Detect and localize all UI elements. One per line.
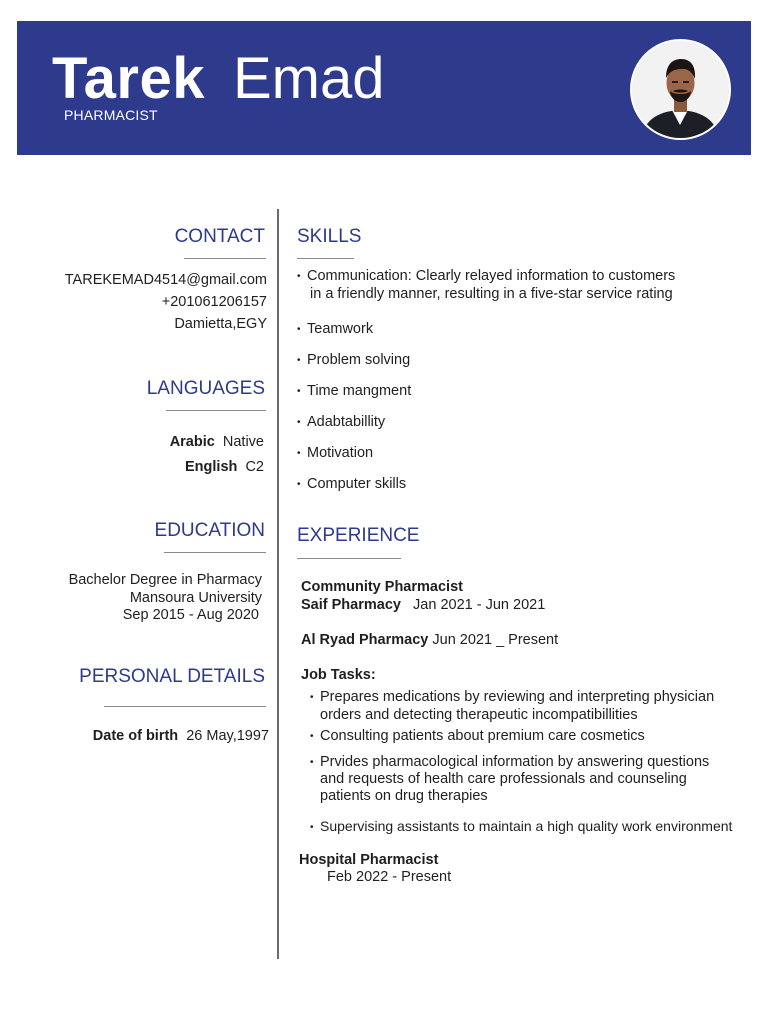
skills-heading: SKILLS (297, 226, 362, 247)
job-employer-line (301, 596, 545, 614)
language-name: Arabic (169, 434, 215, 450)
experience-heading: EXPERIENCE (297, 525, 420, 546)
skill-item: • Time mangment (297, 383, 412, 399)
task-item-continued: patients on drug therapies (320, 788, 488, 804)
employer-name: Al Ryad Pharmacy (301, 632, 429, 648)
language-level: Native (222, 434, 264, 450)
task-item: • Consulting patients about premium care cosmetics (310, 728, 645, 744)
languages-rule (166, 410, 266, 411)
personal-rule (104, 706, 266, 707)
job-tasks-heading: Job Tasks: (301, 667, 376, 683)
contact-location: Damietta,EGY (174, 316, 267, 332)
skill-item: • Teamwork (297, 321, 374, 337)
personal-heading: PERSONAL DETAILS (79, 666, 265, 687)
bullet-icon: • (297, 324, 301, 335)
task-item-continued: orders and detecting therapeutic incompatibillities (320, 707, 638, 723)
contact-rule (184, 258, 266, 259)
profile-photo (630, 39, 731, 140)
bullet-icon: • (297, 417, 301, 428)
experience-rule (297, 558, 401, 559)
date-of-birth (93, 727, 269, 745)
skill-item-continued: in a friendly manner, resulting in a five-star service rating (310, 286, 673, 302)
bullet-icon: • (297, 271, 301, 282)
bullet-icon: • (297, 386, 301, 397)
language-item (170, 433, 264, 451)
first-name: Tarek (52, 46, 205, 111)
employment-dates: Jan 2021 - Jun 2021 (413, 597, 546, 613)
contact-heading: CONTACT (174, 226, 265, 247)
job-role: Community Pharmacist (301, 579, 463, 595)
job-role: Hospital Pharmacist (299, 852, 439, 868)
task-item-continued: and requests of health care professionals and counseling (320, 771, 687, 787)
education-school: Mansoura University (129, 590, 262, 606)
bullet-icon: • (310, 731, 314, 742)
language-item (185, 458, 264, 476)
language-level: C2 (245, 459, 264, 475)
skill-item: • Communication: Clearly relayed information to customers (297, 268, 676, 284)
education-rule (164, 552, 266, 553)
task-item: • Supervising assistants to maintain a high quality work environment (310, 817, 732, 837)
person-portrait-icon (632, 41, 729, 138)
bullet-icon: • (297, 448, 301, 459)
task-item: • Prepares medications by reviewing and interpreting physician (310, 689, 715, 705)
employment-dates: Jun 2021 _ Present (432, 632, 559, 648)
skill-item: • Problem solving (297, 352, 411, 368)
dob-label: Date of birth (92, 728, 179, 744)
job-employer-line (301, 631, 558, 649)
languages-heading: LANGUAGES (146, 378, 265, 399)
contact-phone: +201061206157 (161, 294, 267, 310)
employment-dates: Feb 2022 - Present (327, 869, 452, 885)
skill-item: • Adabtabillity (297, 414, 386, 430)
language-name: English (185, 459, 238, 475)
contact-email: TAREKEMAD4514@gmail.com (64, 272, 267, 288)
task-item: • Prvides pharmacological information by answering questions (310, 754, 710, 770)
bullet-icon: • (310, 692, 314, 703)
job-title: PHARMACIST (64, 107, 158, 123)
bullet-icon: • (310, 822, 314, 833)
last-name: Emad (233, 46, 385, 111)
bullet-icon: • (297, 355, 301, 366)
bullet-icon: • (297, 479, 301, 490)
education-dates: Sep 2015 - Aug 2020 (122, 607, 259, 623)
skill-item: • Computer skills (297, 476, 407, 492)
education-heading: EDUCATION (154, 520, 265, 541)
column-divider (277, 209, 279, 959)
employer-name: Saif Pharmacy (301, 597, 401, 613)
skill-item: • Motivation (297, 445, 374, 461)
education-degree: Bachelor Degree in Pharmacy (68, 572, 262, 588)
skills-rule (297, 258, 354, 259)
dob-value: 26 May,1997 (186, 728, 269, 744)
bullet-icon: • (310, 757, 314, 768)
